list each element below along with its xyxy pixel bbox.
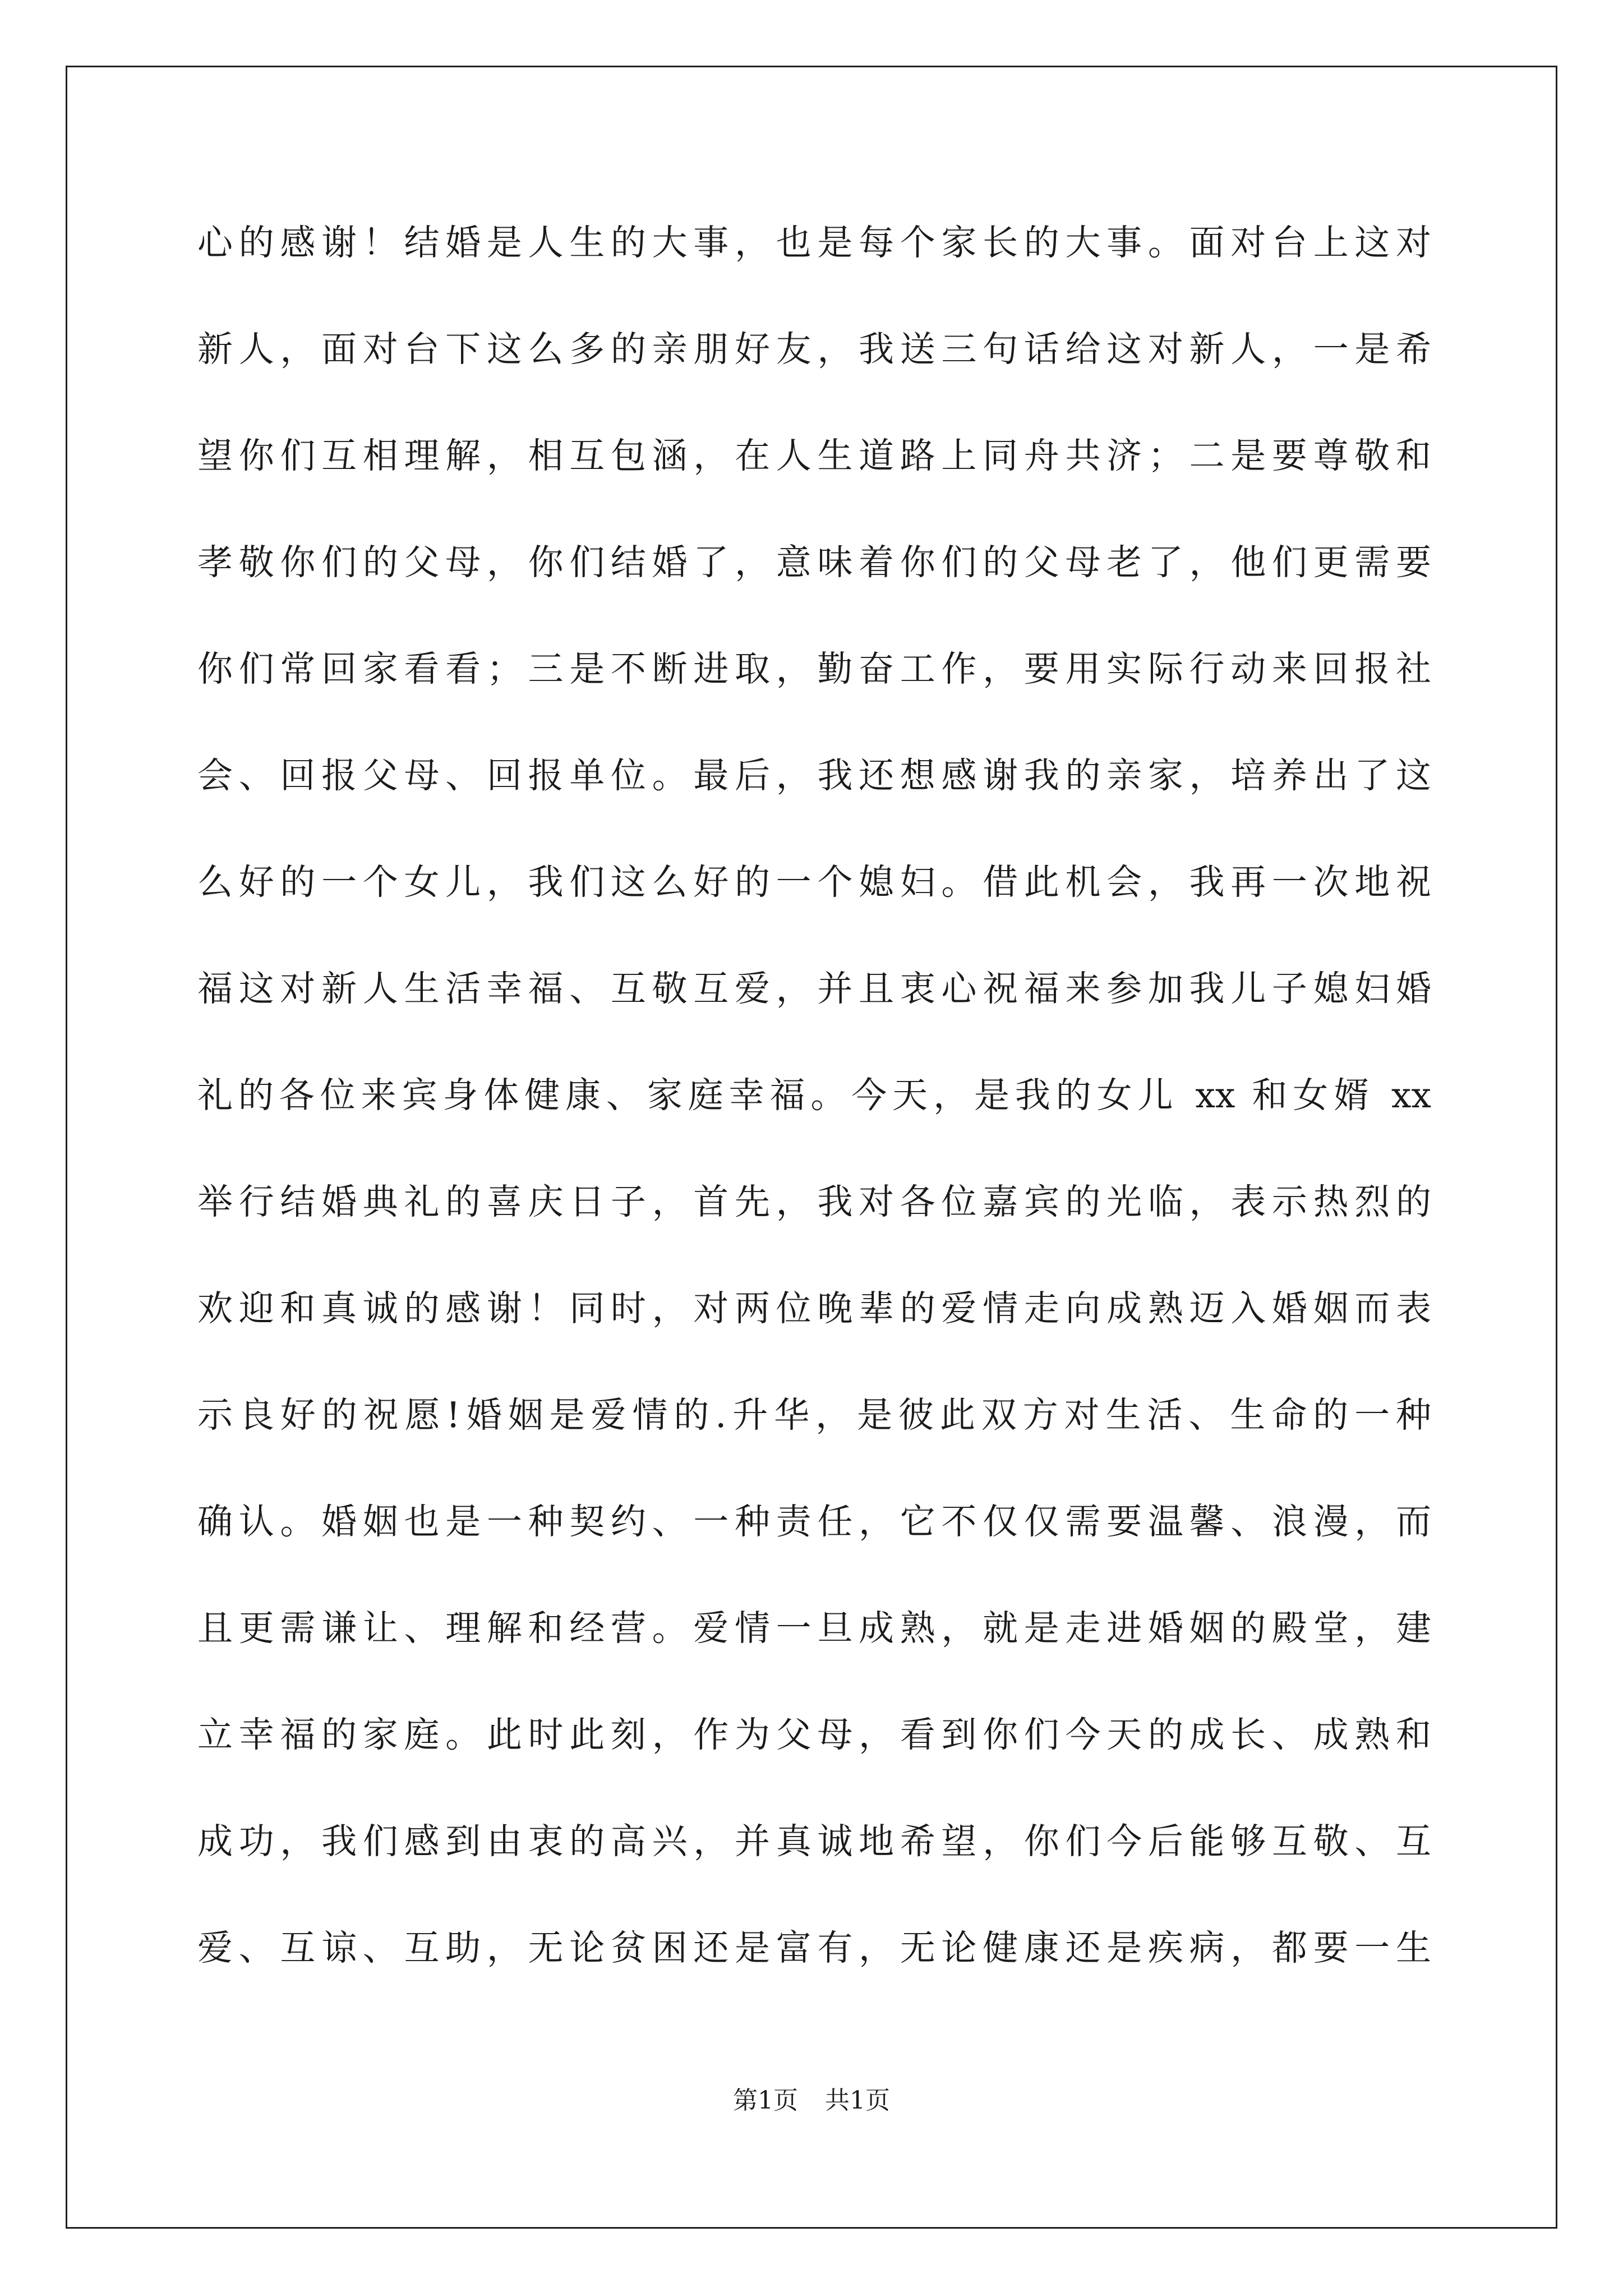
text-line: 你们常回家看看；三是不断进取，勤奋工作，要用实际行动来回报社 <box>197 648 1431 689</box>
text-line: 孝敬你们的父母，你们结婚了，意味着你们的父母老了，他们更需要 <box>197 542 1431 583</box>
text-line: 会、回报父母、回报单位。最后，我还想感谢我的亲家，培养出了这 <box>197 755 1431 796</box>
text-line: 新人，面对台下这么多的亲朋好友，我送三句话给这对新人，一是希 <box>197 329 1431 370</box>
text-line: 礼的各位来宾身体健康、家庭幸福。今天，是我的女儿 xx 和女婿 xx <box>197 1075 1431 1116</box>
text-line: 成功，我们感到由衷的高兴，并真诚地希望，你们今后能够互敬、互 <box>197 1821 1431 1862</box>
page-footer <box>0 2080 1623 2116</box>
text-line: 确认。婚姻也是一种契约、一种责任，它不仅仅需要温馨、浪漫，而 <box>197 1501 1431 1542</box>
page-total: 共1页 <box>825 2086 890 2115</box>
text-line: 福这对新人生活幸福、互敬互爱，并且衷心祝福来参加我儿子媳妇婚 <box>197 968 1431 1009</box>
text-line: 欢迎和真诚的感谢！同时，对两位晚辈的爱情走向成熟迈入婚姻而表 <box>197 1288 1431 1329</box>
page-number: 第1页 <box>733 2086 798 2115</box>
text-line: 爱、互谅、互助，无论贫困还是富有，无论健康还是疾病，都要一生 <box>197 1927 1431 1968</box>
text-line: 么好的一个女儿，我们这么好的一个媳妇。借此机会，我再一次地祝 <box>197 862 1431 903</box>
text-line: 示良好的祝愿!婚姻是爱情的.升华，是彼此双方对生活、生命的一种 <box>197 1395 1431 1435</box>
body-text <box>197 216 1431 2028</box>
text-line: 立幸福的家庭。此时此刻，作为父母，看到你们今天的成长、成熟和 <box>197 1714 1431 1755</box>
text-line: 且更需谦让、理解和经营。爱情一旦成熟，就是走进婚姻的殿堂，建 <box>197 1608 1431 1649</box>
text-line: 望你们互相理解，相互包涵，在人生道路上同舟共济；二是要尊敬和 <box>197 435 1431 476</box>
text-line: 举行结婚典礼的喜庆日子，首先，我对各位嘉宾的光临，表示热烈的 <box>197 1181 1431 1222</box>
text-line: 心的感谢！结婚是人生的大事，也是每个家长的大事。面对台上这对 <box>197 222 1431 263</box>
